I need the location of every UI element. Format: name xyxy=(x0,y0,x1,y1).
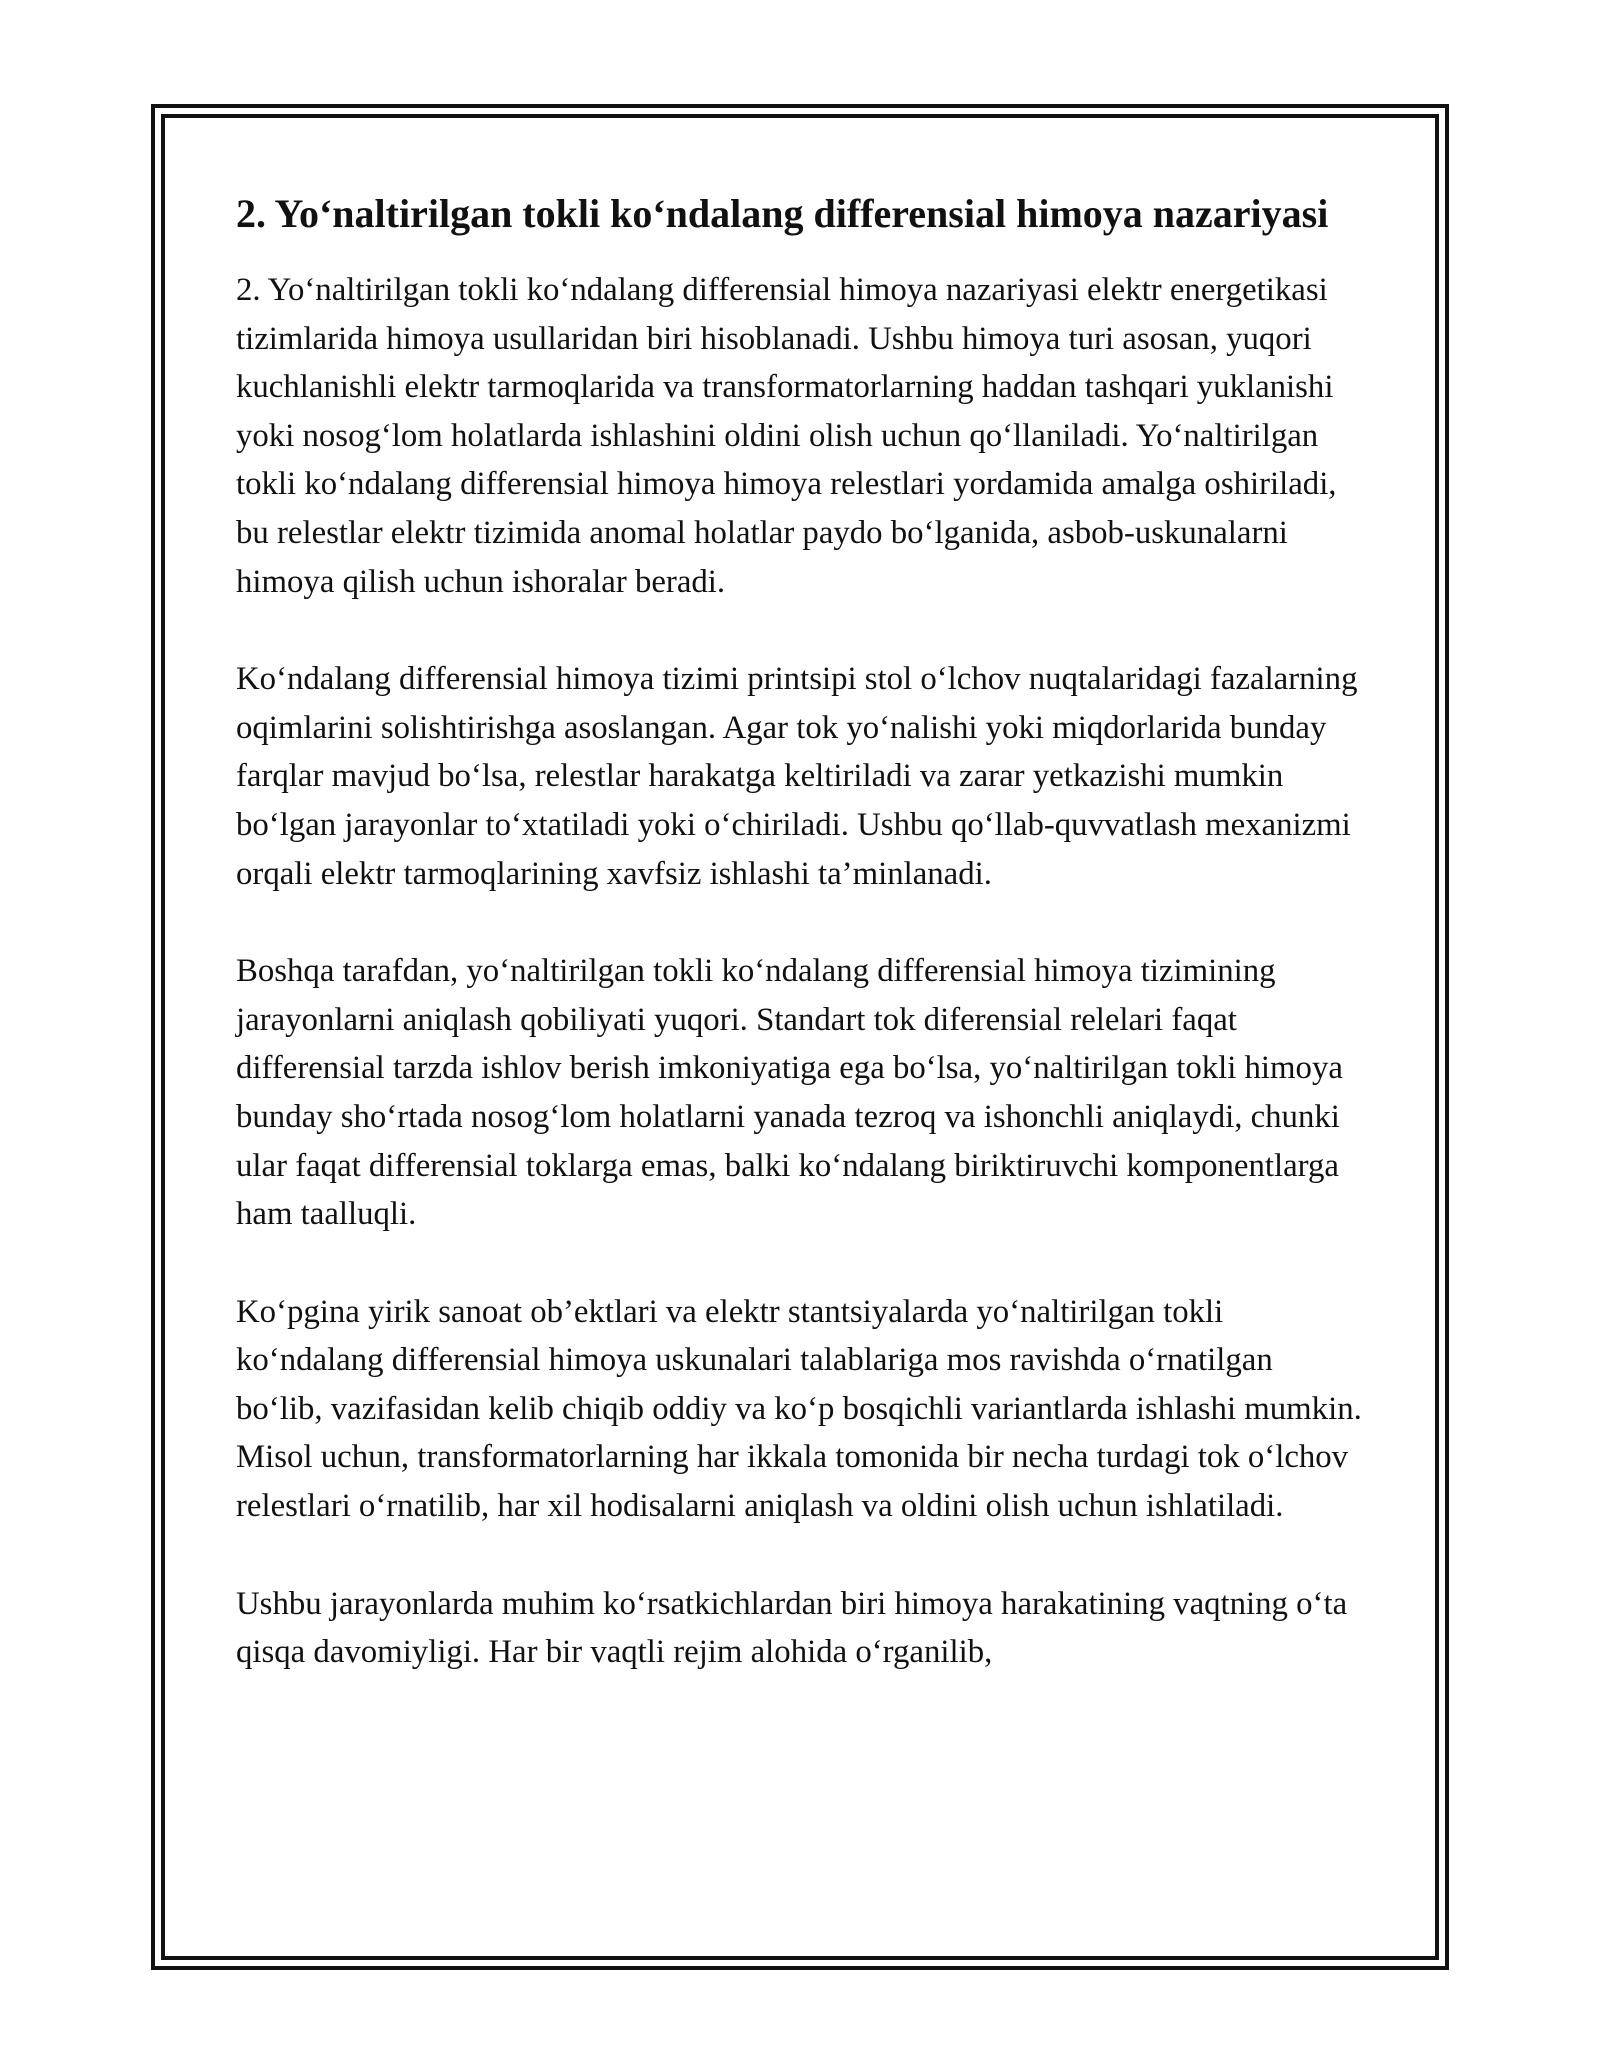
body-paragraph-2: Ko‘ndalang differensial himoya tizimi printsipi stol o‘lchov nuqtalaridagi fazalarning oqimlarini solishtirishga asoslangan. Agar tok yo‘nalishi yoki miqdorlarida bunday farqlar mavjud bo‘lsa, relestlar harakatga keltiriladi va zarar yetkazishi mumkin bo‘lgan jarayonlar to‘xtatiladi yoki o‘chiriladi. Ushbu qo‘llab-quvvatlash mexanizmi orqali elektr tarmoqlarining xavfsiz ishlashi ta’minlanadi. xyxy=(236,661,1358,892)
body-paragraph-5: Ushbu jarayonlarda muhim ko‘rsatkichlardan biri himoya harakatining vaqtning o‘ta qisqa davomiyligi. Har bir vaqtli rejim alohida o‘rganilib, xyxy=(236,1585,1348,1671)
body-paragraph-3: Boshqa tarafdan, yo‘naltirilgan tokli ko‘ndalang differensial himoya tizimining jarayonlarni aniqlash qobiliyati yuqori. Standart tok diferensial relelari faqat differensial tarzda ishlov berish imkoniyatiga ega bo‘lsa, yo‘naltirilgan tokli himoya bunday sho‘rtada nosog‘lom holatlarni yanada tezroq va ishonchli aniqlaydi, chunki ular faqat differensial toklarga emas, balki ko‘ndalang biriktiruvchi komponentlarga ham taalluqli. xyxy=(236,953,1343,1233)
body-paragraph-1: 2. Yo‘naltirilgan tokli ko‘ndalang differensial himoya nazariyasi elektr energetikasi tizimlarida himoya usullaridan biri hisoblanadi. Ushbu himoya turi asosan, yuqori kuchlanishli elektr tarmoqlarida va transformatorlarning haddan tashqari yuklanishi yoki nosog‘lom holatlarda ishlashini oldini olish uchun qo‘llaniladi. Yo‘naltirilgan tokli ko‘ndalang differensial himoya himoya relestlari yordamida amalga oshiriladi, bu relestlar elektr tizimida anomal holatlar paydo bo‘lganida, asbob-uskunalarni himoya qilish uchun ishoralar beradi. xyxy=(236,272,1337,600)
section-heading: 2. Yo‘naltirilgan tokli ko‘ndalang differensial himoya nazariyasi xyxy=(236,191,1329,236)
document-content xyxy=(236,186,1364,1677)
body-paragraph-4: Ko‘pgina yirik sanoat ob’ektlari va elektr stantsiyalarda yo‘naltirilgan tokli ko‘ndalang differensial himoya uskunalari talablariga mos ravishda o‘rnatilgan bo‘lib, vazifasidan kelib chiqib oddiy va ko‘p bosqichli variantlarda ishlashi mumkin. Misol uchun, transformatorlarning har ikkala tomonida bir necha turdagi tok o‘lchov relestlari o‘rnatilib, har xil hodisalarni aniqlash va oldini olish uchun ishlatiladi. xyxy=(236,1293,1362,1525)
